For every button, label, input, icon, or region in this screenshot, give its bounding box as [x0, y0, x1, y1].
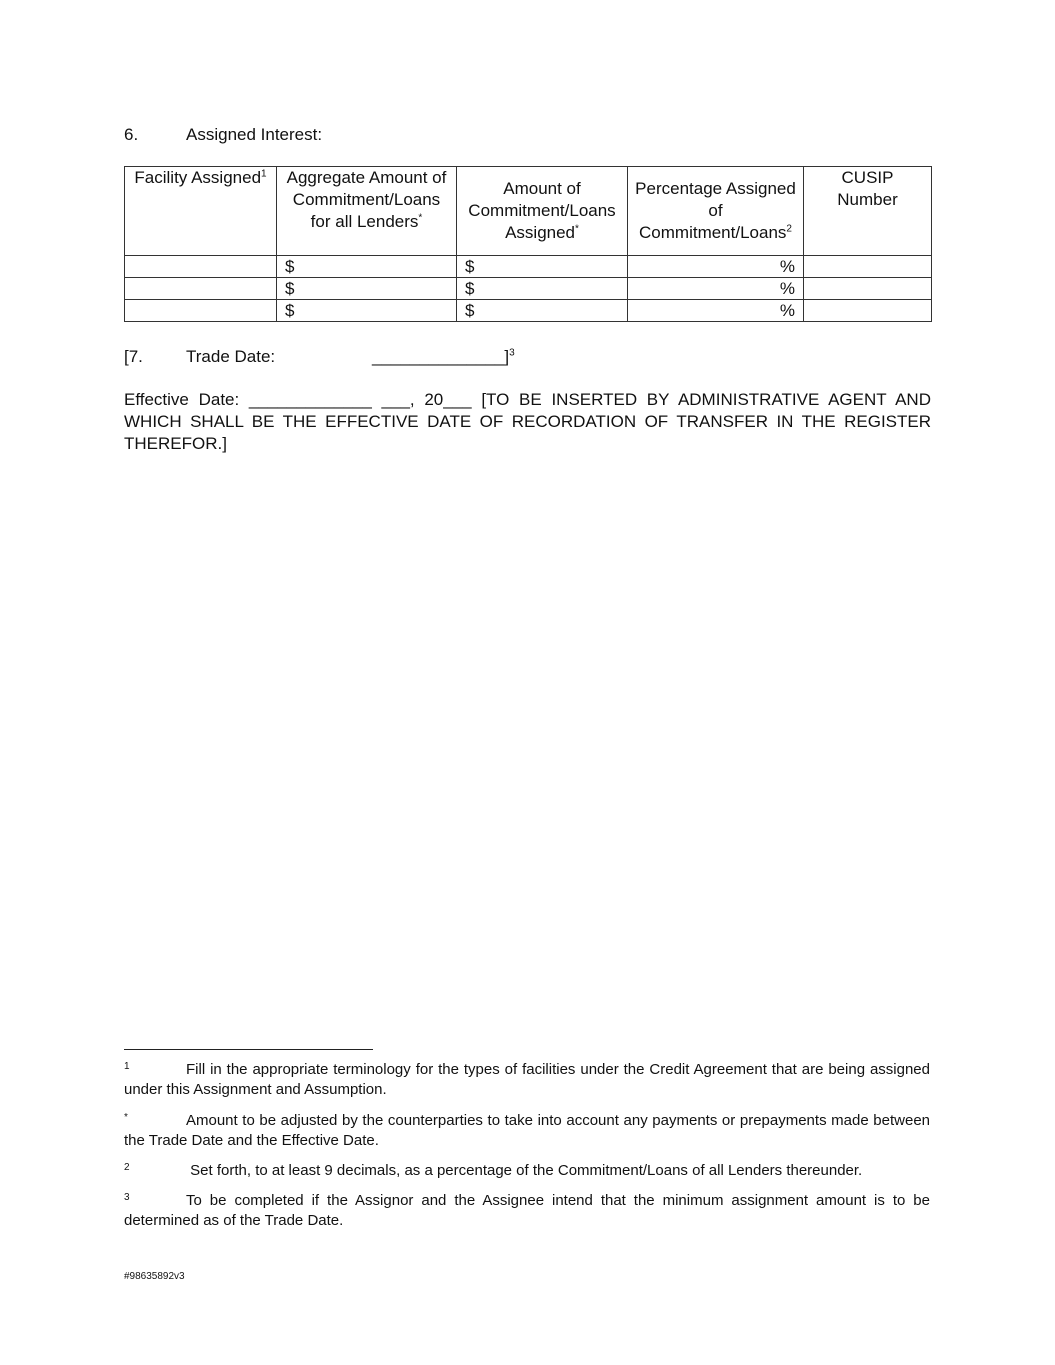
cell-amount: $: [457, 256, 628, 278]
trade-date-label: Trade Date:: [186, 347, 276, 366]
cell-cusip: [804, 256, 932, 278]
footnote-mark: 1: [124, 1061, 130, 1072]
assigned-interest-table: [124, 166, 932, 322]
footnote-text: Set forth, to at least 9 decimals, as a percentage of the Commitment/Loans of all Lenders thereunder.: [186, 1162, 863, 1179]
cell-facility: [125, 278, 277, 300]
section-number: 6.: [124, 125, 139, 144]
header-aggregate: Aggregate Amount of Commitment/Loans for all Lenders*: [277, 167, 457, 256]
header-facility: Facility Assigned$^1$: [125, 167, 277, 256]
effective-date-paragraph: Effective Date: _____________ ___, 20___ [TO BE INSERTED BY ADMINISTRATIVE AGENT AND WHICH SHALL BE THE EFFECTIVE DATE OF RECORDATION OF TRANSFER IN THE REGISTER THEREFOR.]: [124, 390, 931, 453]
cell-cusip: [804, 300, 932, 322]
trade-date-bracket: [7.: [124, 347, 143, 366]
cell-aggregate: $: [277, 300, 457, 322]
footnote-text: Fill in the appropriate terminology for the types of facilities under the Credit Agreement that are being assigned under this Assignment and Assumption.: [124, 1061, 930, 1098]
cell-percentage: %: [628, 256, 804, 278]
cell-facility: [125, 256, 277, 278]
section-title: Assigned Interest:: [186, 125, 323, 144]
cell-facility: [125, 300, 277, 322]
header-amount: Amount of Commitment/Loans Assigned*: [457, 167, 628, 256]
footnote: [124, 1161, 930, 1181]
cell-aggregate: $: [277, 256, 457, 278]
footnote-divider: [124, 1049, 373, 1050]
document-id: #98635892v3: [124, 1271, 185, 1282]
table-row: [125, 256, 932, 278]
table-row: [125, 278, 932, 300]
header-percentage: Percentage Assigned of Commitment/Loans$^2$: [628, 167, 804, 256]
footnote: [124, 1060, 930, 1100]
cell-amount: $: [457, 300, 628, 322]
header-cusip: CUSIP Number: [804, 167, 932, 256]
table-row: [125, 300, 932, 322]
footnote-text: To be completed if the Assignor and the Assignee intend that the minimum assignment amount is to be determined as of the Trade Date.: [124, 1192, 930, 1229]
footnote-mark: 3: [124, 1192, 130, 1203]
footnote: [124, 1111, 930, 1151]
footnote-text: Amount to be adjusted by the counterparties to take into account any payments or prepayments made between the Trade Date and the Effective Date.: [124, 1112, 930, 1149]
table-header-row: [125, 167, 932, 256]
cell-amount: $: [457, 278, 628, 300]
footnote: [124, 1191, 930, 1231]
trade-date-blank-line: ______________]: [372, 347, 510, 366]
cell-aggregate: $: [277, 278, 457, 300]
footnote-mark: *: [124, 1112, 128, 1123]
cell-cusip: [804, 278, 932, 300]
trade-date-blank: [372, 347, 515, 367]
trade-date-footnote-ref: 3: [509, 347, 515, 359]
cell-percentage: %: [628, 300, 804, 322]
cell-percentage: %: [628, 278, 804, 300]
footnote-mark: 2: [124, 1162, 130, 1173]
